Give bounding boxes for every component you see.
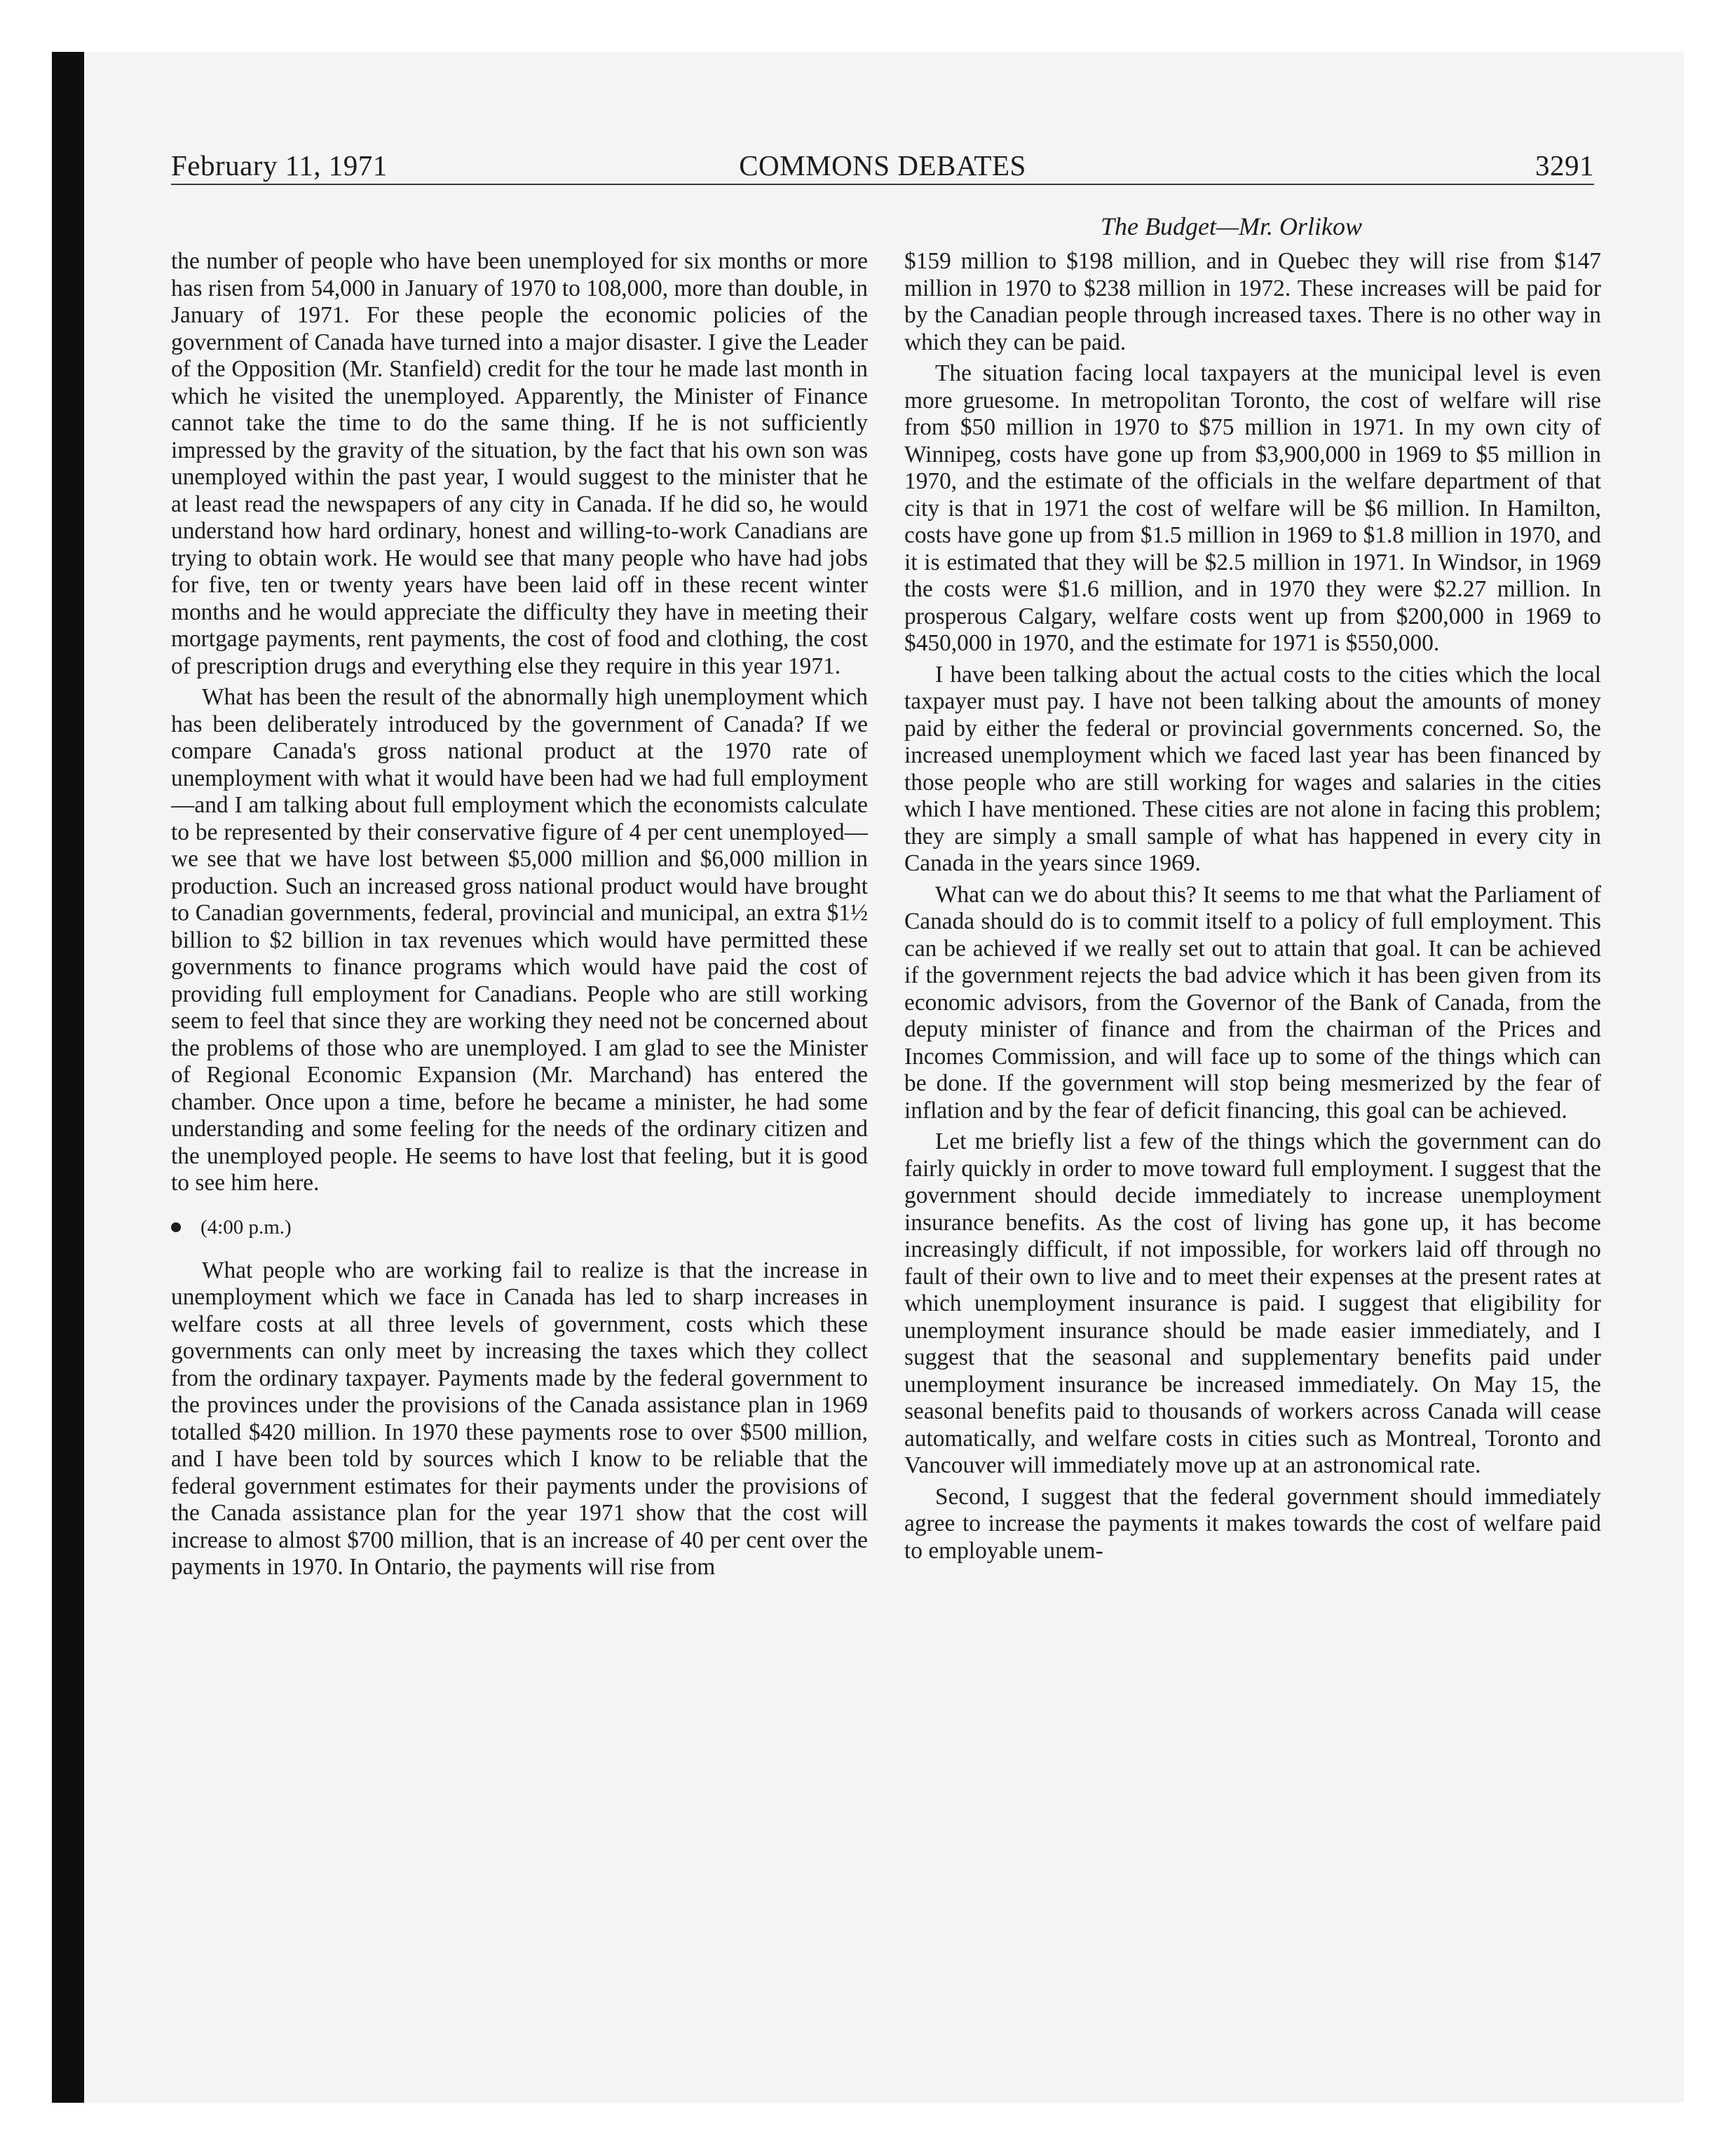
right-column [904,248,1601,1569]
right-paragraph-4: What can we do about this? It seems to me that what the Parliament of Canada should do is to commit itself to a policy of full employment. This can be achieved if we really set out to attain that goal. It can be achieved if the government rejects the bad advice which it has been given from its economic advisors, from the Governor of the Bank of Canada, from the deputy minister of finance and from the chairman of the Prices and Incomes Commission, and will face up to some of the things which can be done. If the government will stop being mesmerized by the fear of inflation and by the fear of deficit financing, this goal can be achieved. [904,881,1601,1124]
time-marker-text: (4:00 p.m.) [200,1215,292,1239]
header-date: February 11, 1971 [171,149,388,182]
scan-binding-edge [52,52,84,2103]
left-paragraph-1: the number of people who have been unemployed for six months or more has risen from 54,000 in January of 1970 to 108,000, more than double, in January of 1971. For these people the economic policies of the government of Canada have turned into a major disaster. I give the Leader of the Opposition (Mr. Stanfield) credit for the tour he made last month in which he visited the unemployed. Apparently, the Minister of Finance cannot take the time to do the same thing. If he is not sufficiently impressed by the gravity of the situation, by the fact that his own son was unemployed within the past year, I would suggest to the minister that he at least read the newspapers of any city in Canada. If he did so, he would understand how hard ordinary, honest and willing-to-work Canadians are trying to obtain work. He would see that many people who have had jobs for five, ten or twenty years have been laid off in these recent winter months and he would appreciate the difficulty they have in meeting their mortgage payments, rent payments, the cost of food and clothing, the cost of prescription drugs and everything else they require in this year 1971. [171,248,868,679]
left-paragraph-3: What people who are working fail to realize is that the increase in unemployment which we face in Canada has led to sharp increases in welfare costs at all three levels of government, costs which these governments can only meet by increasing the taxes which they collect from the ordinary taxpayer. Payments made by the federal government to the provinces under the provisions of the Canada assistance plan in 1969 totalled $420 million. In 1970 these payments rose to over $500 million, and I have been told by sources which I know to be reliable that the federal government estimates for their payments under the provisions of the Canada assistance plan for the year 1971 show that the cost will increase to almost $700 million, that is an increase of 40 per cent over the payments in 1970. In Ontario, the payments will rise from [171,1257,868,1580]
header-publication-title: COMMONS DEBATES [739,149,1026,182]
time-marker [171,1215,868,1239]
left-column [171,248,868,1585]
bullet-icon [171,1222,181,1232]
right-paragraph-3: I have been talking about the actual costs to the cities which the local taxpayer must pay. I have not been talking about the amounts of money paid by either the federal or provincial governments concerned. So, the increased unemployment which we faced last year has been financed by those people who are still working for wages and salaries in the cities which I have mentioned. These cities are not alone in facing this problem; they are simply a small sample of what has happened in every city in Canada in the years since 1969. [904,661,1601,876]
right-paragraph-1: $159 million to $198 million, and in Quebec they will rise from $147 million in 1970 to $238 million in 1972. These increases will be paid for by the Canadian people through increased taxes. There is no other way in which they can be paid. [904,248,1601,355]
right-paragraph-6: Second, I suggest that the federal government should immediately agree to increase the payments it makes towards the cost of welfare paid to employable unem- [904,1483,1601,1564]
right-paragraph-5: Let me briefly list a few of the things which the government can do fairly quickly in order to move toward full employment. I suggest that the government should decide immediately to increase unemployment insurance benefits. As the cost of living has gone up, it has become increasingly difficult, if not impossible, for workers laid off through no fault of their own to live and to meet their expenses at the present rates at which unemployment insurance is paid. I suggest that eligibility for unemployment insurance should be made easier immediately, and I suggest that the seasonal and supplementary benefits paid under unemployment insurance be increased immediately. On May 15, the seasonal benefits paid to thousands of workers across Canada will cease automatically, and welfare costs in cities such as Montreal, Toronto and Vancouver will immediately move up at an astronomical rate. [904,1128,1601,1478]
left-paragraph-2: What has been the result of the abnormally high unemployment which has been deliberately introduced by the government of Canada? If we compare Canada's gross national product at the 1970 rate of unemployment with what it would have been had we had full employment—and I am talking about full employment which the economists calculate to be represented by their conservative figure of 4 per cent unemployed—we see that we have lost between $5,000 million and $6,000 million in production. Such an increased gross national product would have brought to Canadian governments, federal, provincial and municipal, an extra $1½ billion to $2 billion in tax revenues which would have permitted these governments to finance programs which would have paid the cost of providing full employment for Canadians. People who are still working seem to feel that since they are working they need not be concerned about the problems of those who are unemployed. I am glad to see the Minister of Regional Economic Expansion (Mr. Marchand) has entered the chamber. Once upon a time, before he became a minister, he had some understanding and some feeling for the needs of the ordinary citizen and the unemployed people. He seems to have lost that feeling, but it is good to see him here. [171,684,868,1196]
header-page-number: 3291 [1535,149,1594,182]
running-head [171,144,1594,185]
right-column-heading: The Budget—Mr. Orlikow [1101,212,1362,240]
right-paragraph-2: The situation facing local taxpayers at the municipal level is even more gruesome. In metropolitan Toronto, the cost of welfare will rise from $50 million in 1970 to $75 million in 1971. In my own city of Winnipeg, costs have gone up from $3,900,000 in 1969 to $5 million in 1970, and the estimate of the officials in the welfare department of that city is that in 1971 the cost of welfare will be $6 million. In Hamilton, costs have gone up from $1.5 million in 1969 to $1.8 million in 1970, and it is estimated that they will be $2.5 million in 1971. In Windsor, in 1969 the costs were $1.6 million, and in 1970 they were $2.27 million. In prosperous Calgary, welfare costs went up from $200,000 in 1969 to $450,000 in 1970, and the estimate for 1971 is $550,000. [904,360,1601,656]
